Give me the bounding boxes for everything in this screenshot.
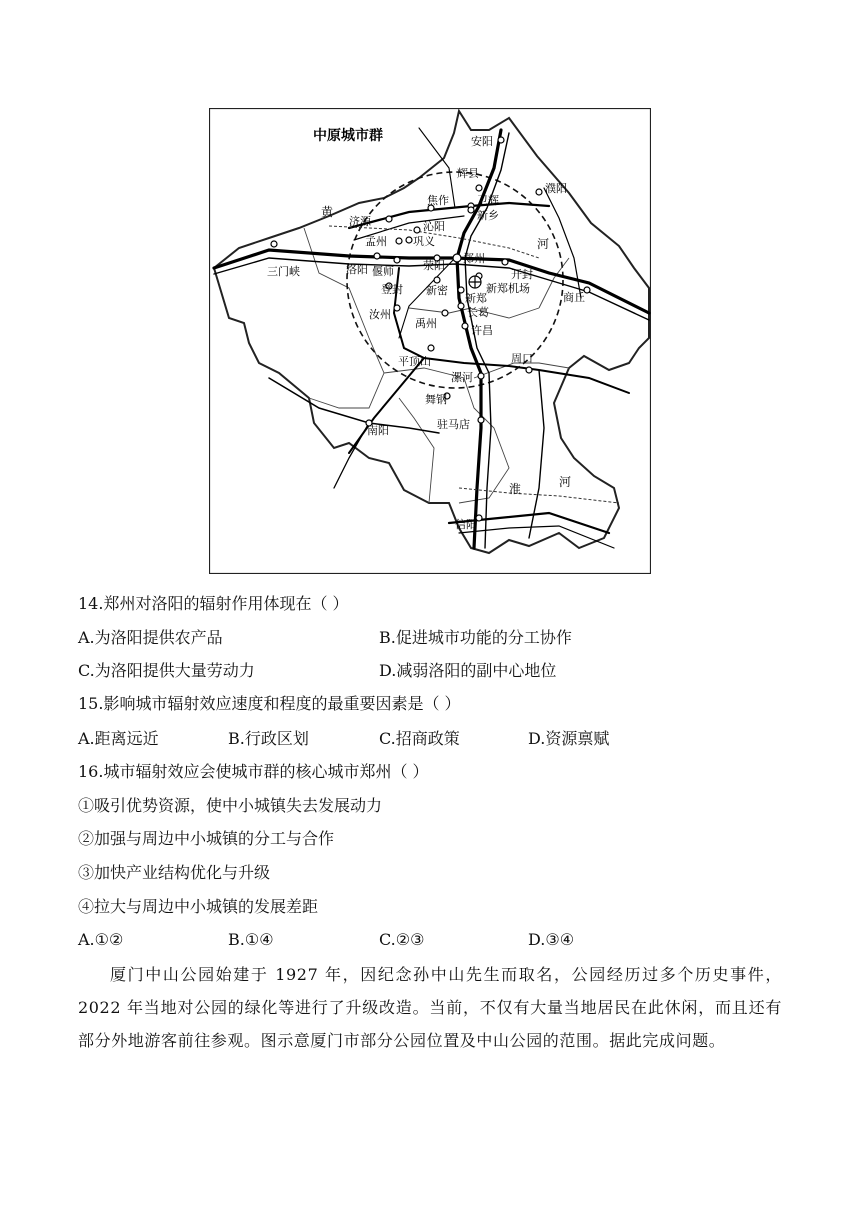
city-label: 濮阳 xyxy=(545,182,567,195)
city-label: 安阳 xyxy=(471,135,493,148)
city-label: 卫辉 xyxy=(477,194,499,207)
city-dot xyxy=(478,373,484,379)
city-label: 平顶山 xyxy=(398,355,431,368)
q15-option-d: D.资源禀赋 xyxy=(528,729,610,748)
city-label: 荥阳 xyxy=(423,259,445,272)
city-label: 禹州 xyxy=(415,317,437,330)
city-label: 新郑机场 xyxy=(486,282,530,295)
city-dot xyxy=(458,287,464,293)
city-dot xyxy=(434,277,440,283)
city-dot xyxy=(374,253,380,259)
q15-option-c: C.招商政策 xyxy=(379,729,460,748)
river-label: 黄 xyxy=(321,205,334,219)
river-label: 河 xyxy=(537,237,550,251)
city-label: 驻马店 xyxy=(437,418,470,431)
city-label: 新密 xyxy=(426,284,448,297)
q16-option-a: A.①② xyxy=(78,930,124,949)
q16-option-b: B.①④ xyxy=(228,930,274,949)
q16-statement-2: ②加强与周边中小城镇的分工与合作 xyxy=(78,829,335,848)
city-dot xyxy=(406,237,412,243)
city-dot xyxy=(428,345,434,351)
passage-xiamen-zhongshan-park: 厦门中山公园始建于 1927 年，因纪念孙中山先生而取名，公园经历过多个历史事件，2022 年当地对公园的绿化等进行了升级改造。当前，不仅有大量当地居民在此休闲，而且还有部分外地游客前往参观。图示意厦门市部分公园位置及中山公园的范围。据此完成问题。 xyxy=(78,965,782,1050)
city-label: 沁阳 xyxy=(423,220,445,233)
city-marker xyxy=(425,392,450,406)
city-dot xyxy=(386,216,392,222)
city-dot xyxy=(502,259,508,265)
city-label: 巩义 xyxy=(413,235,435,248)
city-label: 郑州 xyxy=(463,252,485,265)
city-label: 周口 xyxy=(511,352,533,365)
city-label: 开封 xyxy=(511,268,533,281)
q14-option-d: D.减弱洛阳的副中心地位 xyxy=(379,661,557,680)
city-label: 洛阳 xyxy=(346,263,368,276)
city-label: 三门峡 xyxy=(267,265,300,278)
city-label: 南阳 xyxy=(367,424,389,437)
q16-option-c: C.②③ xyxy=(379,930,425,949)
city-label: 信阳 xyxy=(455,518,477,531)
city-marker xyxy=(381,282,403,296)
city-dot xyxy=(394,305,400,311)
q14-option-b: B.促进城市功能的分工协作 xyxy=(379,628,572,647)
city-label: 舞钢 xyxy=(425,393,447,406)
question-14-stem: 14.郑州对洛阳的辐射作用体现在（ ） xyxy=(78,594,349,613)
q16-statement-1: ①吸引优势资源，使中小城镇失去发展动力 xyxy=(78,796,383,815)
city-dot xyxy=(396,238,402,244)
q16-option-d: D.③④ xyxy=(528,930,575,949)
question-15-stem: 15.影响城市辐射效应速度和程度的最重要因素是（ ） xyxy=(78,694,461,713)
city-dot xyxy=(468,207,474,213)
city-dot xyxy=(394,257,400,263)
river-label: 河 xyxy=(559,475,572,489)
city-label: 漯河 xyxy=(451,371,473,384)
airport-icon xyxy=(469,276,481,288)
map-title: 中原城市群 xyxy=(313,128,383,144)
city-dot xyxy=(458,303,464,309)
city-dot xyxy=(271,241,277,247)
city-label: 偃师 xyxy=(372,265,394,278)
q16-statement-3: ③加快产业结构优化与升级 xyxy=(78,863,271,882)
question-16-stem: 16.城市辐射效应会使城市群的核心城市郑州（ ） xyxy=(78,762,429,781)
city-dot xyxy=(536,189,542,195)
q16-statement-4: ④拉大与周边中小城镇的发展差距 xyxy=(78,897,319,916)
city-dot xyxy=(498,137,504,143)
city-label: 汝州 xyxy=(369,308,391,321)
city-dot xyxy=(414,227,420,233)
city-dot xyxy=(453,254,461,262)
city-dot xyxy=(442,310,448,316)
city-label: 济源 xyxy=(349,215,371,228)
city-label: 焦作 xyxy=(427,194,449,207)
city-dot xyxy=(462,323,468,329)
city-label: 孟州 xyxy=(365,235,387,248)
q15-option-b: B.行政区划 xyxy=(228,729,309,748)
river-label: 淮 xyxy=(509,482,522,496)
city-label: 商丘 xyxy=(563,291,585,304)
q14-option-c: C.为洛阳提供大量劳动力 xyxy=(78,661,255,680)
q15-option-a: A.距离远近 xyxy=(78,729,159,748)
city-dot xyxy=(478,417,484,423)
city-label: 新乡 xyxy=(477,209,499,222)
q14-option-a: A.为洛阳提供农产品 xyxy=(78,628,223,647)
city-label: 辉县 xyxy=(457,167,479,180)
city-label: 许昌 xyxy=(471,324,493,337)
city-label: 登封 xyxy=(381,283,403,296)
city-dot xyxy=(526,367,532,373)
map-figure xyxy=(209,108,651,574)
city-dot xyxy=(476,185,482,191)
city-label: 长葛 xyxy=(467,306,489,319)
zhongyuan-city-cluster-map xyxy=(209,108,651,574)
city-label: 新郑 xyxy=(465,292,487,305)
